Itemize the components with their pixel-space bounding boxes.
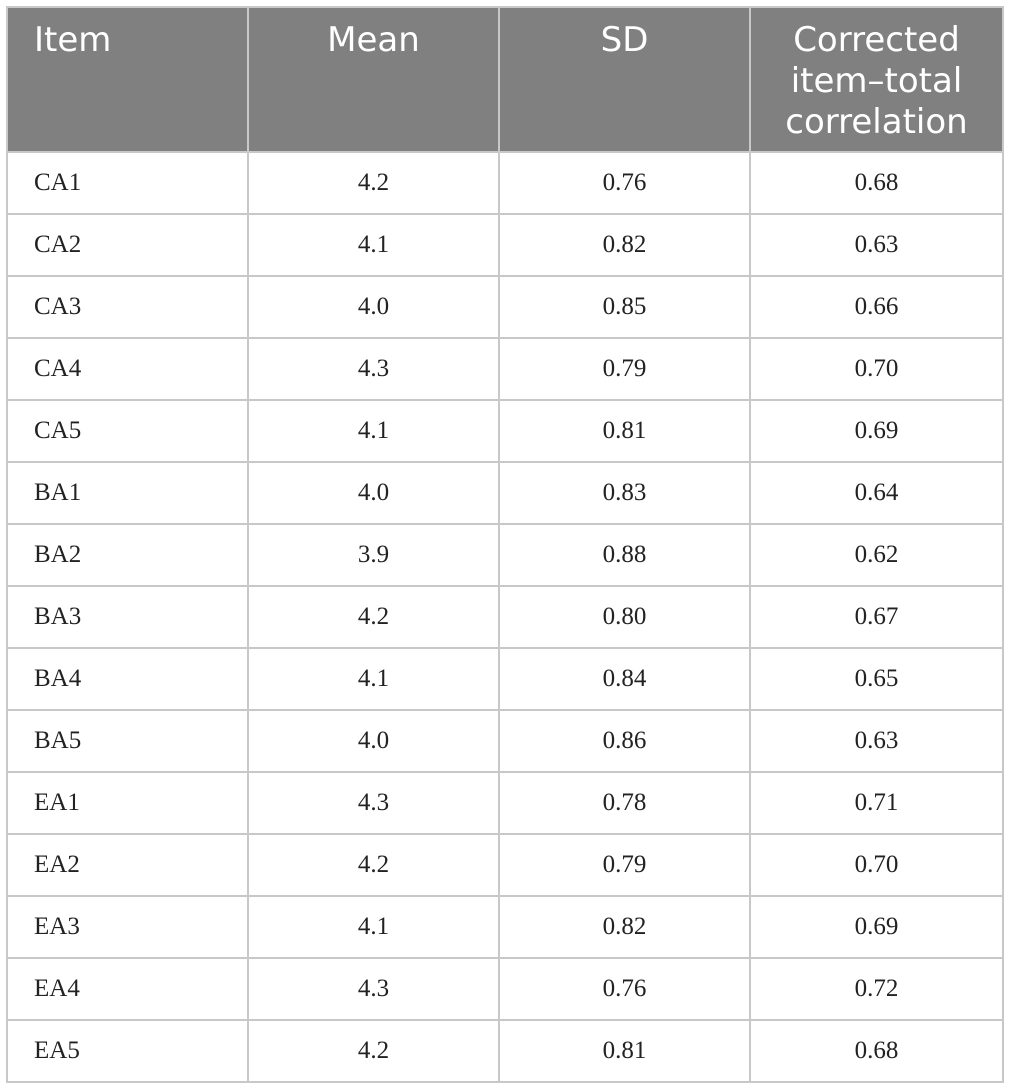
- table-row: [7, 214, 1003, 276]
- table-row: [7, 152, 1003, 214]
- table-body: [7, 152, 1003, 1082]
- item-cell: CA4: [7, 338, 248, 400]
- header-mean: Mean: [248, 7, 499, 152]
- sd-cell: 0.80: [499, 586, 750, 648]
- mean-cell: 4.1: [248, 896, 499, 958]
- item-cell: BA1: [7, 462, 248, 524]
- sd-cell: 0.81: [499, 400, 750, 462]
- sd-cell: 0.82: [499, 896, 750, 958]
- table-row: [7, 338, 1003, 400]
- header-sd: SD: [499, 7, 750, 152]
- statistics-table-container: [6, 6, 1002, 1083]
- mean-cell: 4.1: [248, 214, 499, 276]
- correlation-cell: 0.67: [750, 586, 1003, 648]
- header-corrected-item-total-correlation: Corrected item–total correlation: [750, 7, 1003, 152]
- table-row: [7, 1020, 1003, 1082]
- table-header: [7, 7, 1003, 152]
- mean-cell: 4.2: [248, 152, 499, 214]
- table-row: [7, 524, 1003, 586]
- correlation-cell: 0.70: [750, 834, 1003, 896]
- item-cell: BA3: [7, 586, 248, 648]
- table-row: [7, 710, 1003, 772]
- mean-cell: 3.9: [248, 524, 499, 586]
- correlation-cell: 0.69: [750, 896, 1003, 958]
- item-cell: EA1: [7, 772, 248, 834]
- item-cell: CA2: [7, 214, 248, 276]
- correlation-cell: 0.68: [750, 1020, 1003, 1082]
- table-row: [7, 462, 1003, 524]
- sd-cell: 0.79: [499, 834, 750, 896]
- item-cell: CA3: [7, 276, 248, 338]
- sd-cell: 0.76: [499, 958, 750, 1020]
- mean-cell: 4.3: [248, 958, 499, 1020]
- header-item: Item: [7, 7, 248, 152]
- correlation-cell: 0.62: [750, 524, 1003, 586]
- item-cell: BA2: [7, 524, 248, 586]
- correlation-cell: 0.66: [750, 276, 1003, 338]
- sd-cell: 0.79: [499, 338, 750, 400]
- table-row: [7, 834, 1003, 896]
- mean-cell: 4.2: [248, 586, 499, 648]
- mean-cell: 4.2: [248, 1020, 499, 1082]
- table-row: [7, 772, 1003, 834]
- item-cell: EA4: [7, 958, 248, 1020]
- sd-cell: 0.76: [499, 152, 750, 214]
- sd-cell: 0.84: [499, 648, 750, 710]
- sd-cell: 0.85: [499, 276, 750, 338]
- item-cell: EA2: [7, 834, 248, 896]
- sd-cell: 0.83: [499, 462, 750, 524]
- item-cell: EA3: [7, 896, 248, 958]
- mean-cell: 4.0: [248, 276, 499, 338]
- correlation-cell: 0.63: [750, 214, 1003, 276]
- item-cell: CA1: [7, 152, 248, 214]
- header-row: [7, 7, 1003, 152]
- correlation-cell: 0.70: [750, 338, 1003, 400]
- item-cell: BA5: [7, 710, 248, 772]
- item-cell: BA4: [7, 648, 248, 710]
- sd-cell: 0.82: [499, 214, 750, 276]
- correlation-cell: 0.71: [750, 772, 1003, 834]
- mean-cell: 4.1: [248, 648, 499, 710]
- correlation-cell: 0.63: [750, 710, 1003, 772]
- item-cell: EA5: [7, 1020, 248, 1082]
- table-row: [7, 400, 1003, 462]
- correlation-cell: 0.68: [750, 152, 1003, 214]
- mean-cell: 4.0: [248, 462, 499, 524]
- sd-cell: 0.88: [499, 524, 750, 586]
- mean-cell: 4.1: [248, 400, 499, 462]
- sd-cell: 0.86: [499, 710, 750, 772]
- table-row: [7, 896, 1003, 958]
- mean-cell: 4.3: [248, 338, 499, 400]
- mean-cell: 4.2: [248, 834, 499, 896]
- mean-cell: 4.3: [248, 772, 499, 834]
- correlation-cell: 0.64: [750, 462, 1003, 524]
- correlation-cell: 0.65: [750, 648, 1003, 710]
- mean-cell: 4.0: [248, 710, 499, 772]
- sd-cell: 0.81: [499, 1020, 750, 1082]
- table-row: [7, 648, 1003, 710]
- table-row: [7, 958, 1003, 1020]
- table-row: [7, 276, 1003, 338]
- correlation-cell: 0.69: [750, 400, 1003, 462]
- correlation-cell: 0.72: [750, 958, 1003, 1020]
- table-row: [7, 586, 1003, 648]
- item-cell: CA5: [7, 400, 248, 462]
- sd-cell: 0.78: [499, 772, 750, 834]
- item-statistics-table: [6, 6, 1004, 1083]
